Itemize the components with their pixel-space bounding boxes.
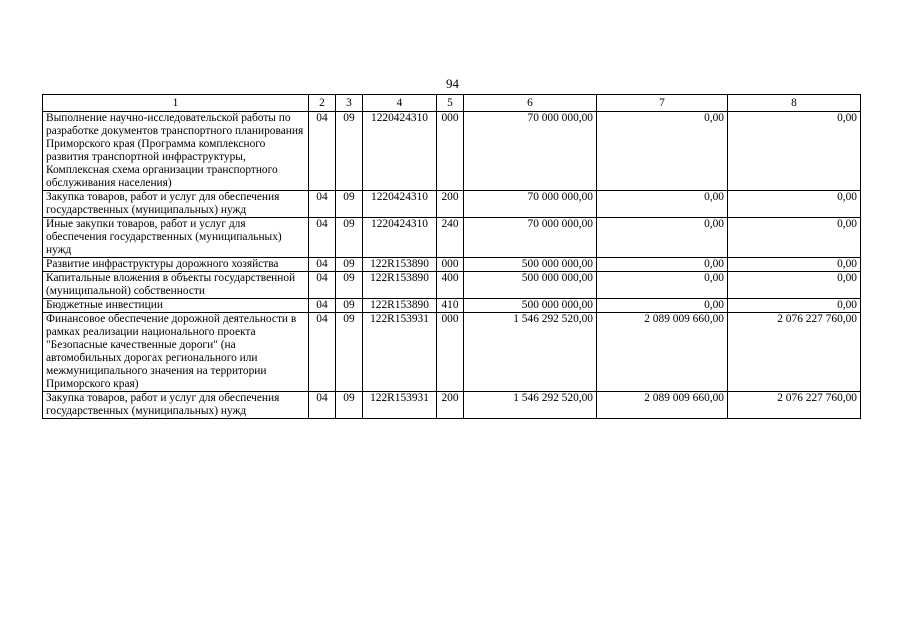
expense-type-code: 000 <box>437 112 464 191</box>
row-name: Иные закупки товаров, работ и услуг для обеспечения государственных (муниципальных) нужд <box>43 218 309 258</box>
row-name: Закупка товаров, работ и услуг для обеспечения государственных (муниципальных) нужд <box>43 392 309 419</box>
table-row <box>43 218 861 258</box>
amount-col-8: 2 076 227 760,00 <box>728 392 861 419</box>
amount-col-7: 0,00 <box>597 218 728 258</box>
target-article-code: 122R153890 <box>363 272 437 299</box>
table-row <box>43 112 861 191</box>
expense-type-code: 240 <box>437 218 464 258</box>
row-name: Выполнение научно-исследовательской работы по разработке документов транспортного планирования Приморского края (Программа комплексного развития транспортной инфраструктуры, Комплексная схема организации транспортного обслуживания населения) <box>43 112 309 191</box>
expense-type-code: 200 <box>437 392 464 419</box>
amount-col-7: 2 089 009 660,00 <box>597 392 728 419</box>
amount-col-7: 0,00 <box>597 299 728 313</box>
subsection-code: 09 <box>336 299 363 313</box>
row-name: Бюджетные инвестиции <box>43 299 309 313</box>
amount-col-6: 70 000 000,00 <box>464 191 597 218</box>
target-article-code: 122R153931 <box>363 313 437 392</box>
column-header: 2 <box>309 95 336 112</box>
subsection-code: 09 <box>336 272 363 299</box>
expense-type-code: 200 <box>437 191 464 218</box>
subsection-code: 09 <box>336 218 363 258</box>
column-header: 3 <box>336 95 363 112</box>
target-article-code: 122R153890 <box>363 299 437 313</box>
column-header: 1 <box>43 95 309 112</box>
page-number: 94 <box>446 76 459 91</box>
subsection-code: 09 <box>336 112 363 191</box>
row-name: Капитальные вложения в объекты государственной (муниципальной) собственности <box>43 272 309 299</box>
section-code: 04 <box>309 258 336 272</box>
amount-col-7: 0,00 <box>597 112 728 191</box>
section-code: 04 <box>309 112 336 191</box>
amount-col-6: 70 000 000,00 <box>464 112 597 191</box>
table-row <box>43 258 861 272</box>
table-row <box>43 191 861 218</box>
target-article-code: 1220424310 <box>363 112 437 191</box>
subsection-code: 09 <box>336 392 363 419</box>
subsection-code: 09 <box>336 191 363 218</box>
amount-col-8: 2 076 227 760,00 <box>728 313 861 392</box>
amount-col-8: 0,00 <box>728 258 861 272</box>
target-article-code: 1220424310 <box>363 218 437 258</box>
budget-table <box>42 94 861 419</box>
expense-type-code: 000 <box>437 313 464 392</box>
column-header: 5 <box>437 95 464 112</box>
expense-type-code: 000 <box>437 258 464 272</box>
section-code: 04 <box>309 313 336 392</box>
column-header: 7 <box>597 95 728 112</box>
target-article-code: 1220424310 <box>363 191 437 218</box>
amount-col-8: 0,00 <box>728 272 861 299</box>
amount-col-6: 500 000 000,00 <box>464 272 597 299</box>
table-row <box>43 313 861 392</box>
amount-col-7: 0,00 <box>597 258 728 272</box>
amount-col-6: 500 000 000,00 <box>464 299 597 313</box>
amount-col-8: 0,00 <box>728 112 861 191</box>
row-name: Закупка товаров, работ и услуг для обеспечения государственных (муниципальных) нужд <box>43 191 309 218</box>
expense-type-code: 400 <box>437 272 464 299</box>
amount-col-7: 2 089 009 660,00 <box>597 313 728 392</box>
section-code: 04 <box>309 392 336 419</box>
column-header: 6 <box>464 95 597 112</box>
amount-col-6: 1 546 292 520,00 <box>464 313 597 392</box>
expense-type-code: 410 <box>437 299 464 313</box>
table-header-row <box>43 95 861 112</box>
amount-col-8: 0,00 <box>728 299 861 313</box>
subsection-code: 09 <box>336 258 363 272</box>
section-code: 04 <box>309 191 336 218</box>
subsection-code: 09 <box>336 313 363 392</box>
column-header: 8 <box>728 95 861 112</box>
target-article-code: 122R153890 <box>363 258 437 272</box>
section-code: 04 <box>309 272 336 299</box>
amount-col-7: 0,00 <box>597 272 728 299</box>
amount-col-8: 0,00 <box>728 191 861 218</box>
section-code: 04 <box>309 218 336 258</box>
column-header: 4 <box>363 95 437 112</box>
amount-col-7: 0,00 <box>597 191 728 218</box>
amount-col-8: 0,00 <box>728 218 861 258</box>
row-name: Развитие инфраструктуры дорожного хозяйства <box>43 258 309 272</box>
table-row <box>43 392 861 419</box>
amount-col-6: 1 546 292 520,00 <box>464 392 597 419</box>
table-row <box>43 272 861 299</box>
section-code: 04 <box>309 299 336 313</box>
amount-col-6: 70 000 000,00 <box>464 218 597 258</box>
row-name: Финансовое обеспечение дорожной деятельности в рамках реализации национального проекта "Безопасные качественные дороги" (на автомобильных дорогах регионального или межмуниципального значения на территории Приморского края) <box>43 313 309 392</box>
amount-col-6: 500 000 000,00 <box>464 258 597 272</box>
target-article-code: 122R153931 <box>363 392 437 419</box>
table-row <box>43 299 861 313</box>
